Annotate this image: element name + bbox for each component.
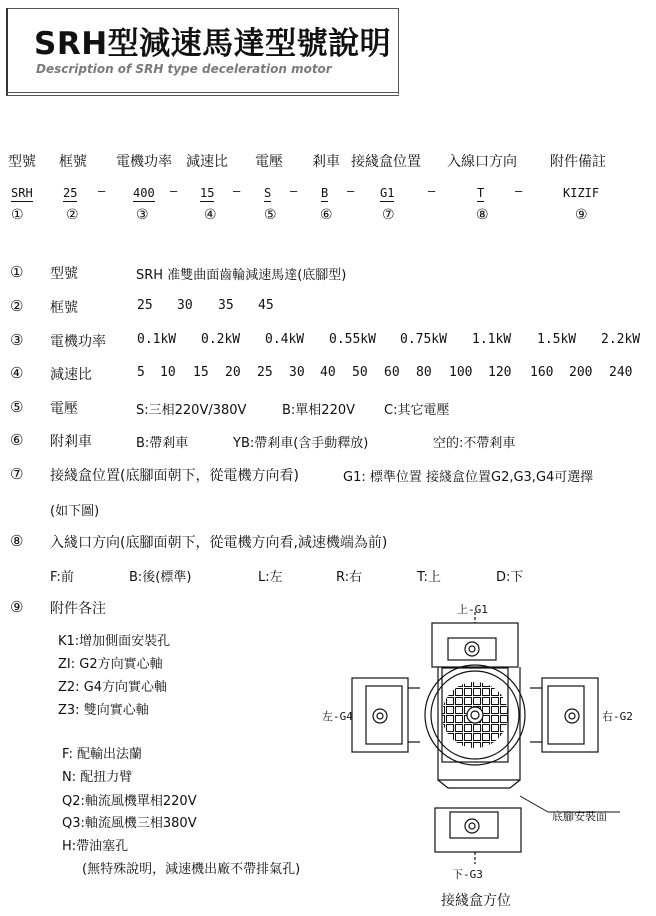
terminal-value-cont: (如下圖) <box>50 504 100 519</box>
power-value: 0.75kW <box>400 332 447 347</box>
brake-value: 空的:不帶剎車 <box>433 436 516 451</box>
row-number: ⑦ <box>10 465 24 483</box>
col-entry: 入線口方向 <box>447 154 517 170</box>
row-value-model: SRH 准雙曲面齒輪減速馬達(底腳型) <box>136 268 347 283</box>
ratio-value: 5 <box>137 365 145 380</box>
code-dash: — <box>515 184 523 198</box>
col-ratio: 減速比 <box>186 154 228 170</box>
row-number: ⑧ <box>10 532 24 550</box>
col-accessory: 附件備註 <box>550 154 606 170</box>
frame-value: 35 <box>218 298 234 313</box>
frame-value: 45 <box>258 298 274 313</box>
code-dash: — <box>428 184 436 198</box>
ratio-value: 80 <box>416 365 432 380</box>
voltage-value: C:其它電壓 <box>384 403 450 418</box>
code-part-frame: 25 <box>63 186 78 200</box>
row-number: ⑤ <box>10 398 24 416</box>
code-marker: ⑨ <box>575 207 588 223</box>
code-dash: — <box>170 184 178 198</box>
label-bottom-g3: 下-G3 <box>452 868 483 881</box>
row-label-model: 型號 <box>50 266 78 282</box>
code-marker: ⑧ <box>476 207 489 223</box>
code-marker: ① <box>11 207 24 223</box>
code-part-voltage: S <box>264 186 272 200</box>
power-value: 2.2kW <box>601 332 641 347</box>
code-part-model: SRH <box>11 186 33 200</box>
ratio-value: 50 <box>352 365 368 380</box>
entry-value: F:前 <box>50 570 74 585</box>
frame-value: 30 <box>177 298 193 313</box>
power-value: 0.4kW <box>265 332 305 347</box>
col-model: 型號 <box>8 154 36 170</box>
row-number: ⑨ <box>10 598 24 616</box>
ratio-value: 240 <box>609 365 633 380</box>
entry-value: T:上 <box>417 570 441 585</box>
entry-value: D:下 <box>496 570 524 585</box>
code-part-accessory: KIZIF <box>563 186 600 200</box>
box-bottom <box>435 808 521 864</box>
entry-value: L:左 <box>258 570 283 585</box>
row-label-power: 電機功率 <box>50 334 106 350</box>
code-part-entry: T <box>477 186 485 200</box>
code-dash: — <box>347 184 355 198</box>
entry-value: B:後(標準) <box>129 570 192 585</box>
header-frame-left <box>6 8 8 96</box>
ratio-value: 60 <box>384 365 400 380</box>
row-label-frame: 框號 <box>50 300 78 316</box>
label-right-g2: 右-G2 <box>602 710 633 723</box>
ratio-value: 25 <box>257 365 273 380</box>
code-dash: — <box>233 184 241 198</box>
row-label-brake: 附剎車 <box>50 434 92 450</box>
row-number: ⑥ <box>10 431 24 449</box>
power-value: 1.5kW <box>537 332 577 347</box>
page-subtitle: Description of SRH type deceleration motor <box>36 62 332 76</box>
code-marker: ④ <box>204 207 217 223</box>
header-frame-top <box>6 8 399 9</box>
code-marker: ③ <box>136 207 149 223</box>
accessory-item: N: 配扭力臂 <box>62 770 133 785</box>
row-number: ② <box>10 297 24 315</box>
row-label-terminal: 接綫盒位置(底腳面朝下，從電機方向看) <box>50 468 299 484</box>
page-title: SRH型減速馬達型號說明 <box>34 26 392 62</box>
accessory-item: Z2: G4方向實心軸 <box>58 680 168 695</box>
ratio-value: 100 <box>449 365 473 380</box>
terminal-box-diagram <box>320 598 656 916</box>
ratio-value: 10 <box>160 365 176 380</box>
row-number: ① <box>10 263 24 281</box>
diagram-caption: 接綫盒方位 <box>441 893 511 909</box>
box-right <box>530 678 598 752</box>
accessory-item: Z3: 雙向實心軸 <box>58 703 149 718</box>
power-value: 1.1kW <box>472 332 512 347</box>
col-terminal-box: 接綫盒位置 <box>351 154 421 170</box>
col-power: 電機功率 <box>116 154 172 170</box>
label-top-g1: 上-G1 <box>457 603 488 616</box>
power-value: 0.55kW <box>329 332 376 347</box>
row-number: ③ <box>10 331 24 349</box>
accessory-item: Q2:軸流風機單相220V <box>62 794 197 809</box>
code-part-terminal: G1 <box>380 186 395 200</box>
frame-value: 25 <box>137 298 153 313</box>
power-value: 0.2kW <box>201 332 241 347</box>
label-foot-mount: 底腳安裝面 <box>552 810 607 823</box>
row-label-entry: 入綫口方向(底腳面朝下，從電機方向看,減速機端為前) <box>50 535 388 551</box>
code-part-ratio: 15 <box>200 186 215 200</box>
code-part-power: 400 <box>133 186 155 200</box>
voltage-value: S:三相220V/380V <box>136 403 247 418</box>
code-marker: ② <box>66 207 79 223</box>
row-label-accessory: 附件各注 <box>50 601 106 617</box>
brake-value: B:帶剎車 <box>136 436 189 451</box>
col-voltage: 電壓 <box>255 154 283 170</box>
ratio-value: 200 <box>569 365 593 380</box>
accessory-item: Q3:軸流風機三相380V <box>62 816 197 831</box>
ratio-value: 160 <box>530 365 554 380</box>
entry-value: R:右 <box>336 570 363 585</box>
ratio-value: 30 <box>289 365 305 380</box>
row-label-ratio: 減速比 <box>50 367 92 383</box>
power-value: 0.1kW <box>137 332 177 347</box>
code-dash: — <box>98 184 106 198</box>
accessory-item: ZI: G2方向實心軸 <box>58 657 163 672</box>
accessory-item: H:帶油塞孔 <box>62 839 129 854</box>
ratio-value: 15 <box>193 365 209 380</box>
accessory-item: K1:增加側面安裝孔 <box>58 634 171 649</box>
ratio-value: 40 <box>320 365 336 380</box>
ratio-value: 20 <box>225 365 241 380</box>
row-label-voltage: 電壓 <box>50 401 78 417</box>
col-frame: 框號 <box>59 154 87 170</box>
code-dash: — <box>290 184 298 198</box>
shaft-inner <box>471 711 479 719</box>
box-top <box>432 612 518 667</box>
header-frame-bottom-2 <box>6 95 399 96</box>
accessory-item: F: 配輸出法蘭 <box>62 747 142 762</box>
col-brake: 剎車 <box>312 154 340 170</box>
row-number: ④ <box>10 364 24 382</box>
code-marker: ⑤ <box>264 207 277 223</box>
code-marker: ⑦ <box>382 207 395 223</box>
accessory-note: (無特殊說明，減速機出廠不帶排氣孔) <box>82 862 301 877</box>
label-left-g4: 左-G4 <box>322 710 353 723</box>
header-frame-right <box>398 8 399 94</box>
terminal-value: G1: 標準位置 接綫盒位置G2,G3,G4可選擇 <box>343 470 594 485</box>
brake-value: YB:帶剎車(含手動釋放) <box>233 436 369 451</box>
ratio-value: 120 <box>488 365 512 380</box>
code-marker: ⑥ <box>320 207 333 223</box>
code-part-brake: B <box>321 186 329 200</box>
box-left <box>352 678 420 752</box>
header-frame-bottom <box>6 92 399 93</box>
voltage-value: B:單相220V <box>282 403 356 418</box>
